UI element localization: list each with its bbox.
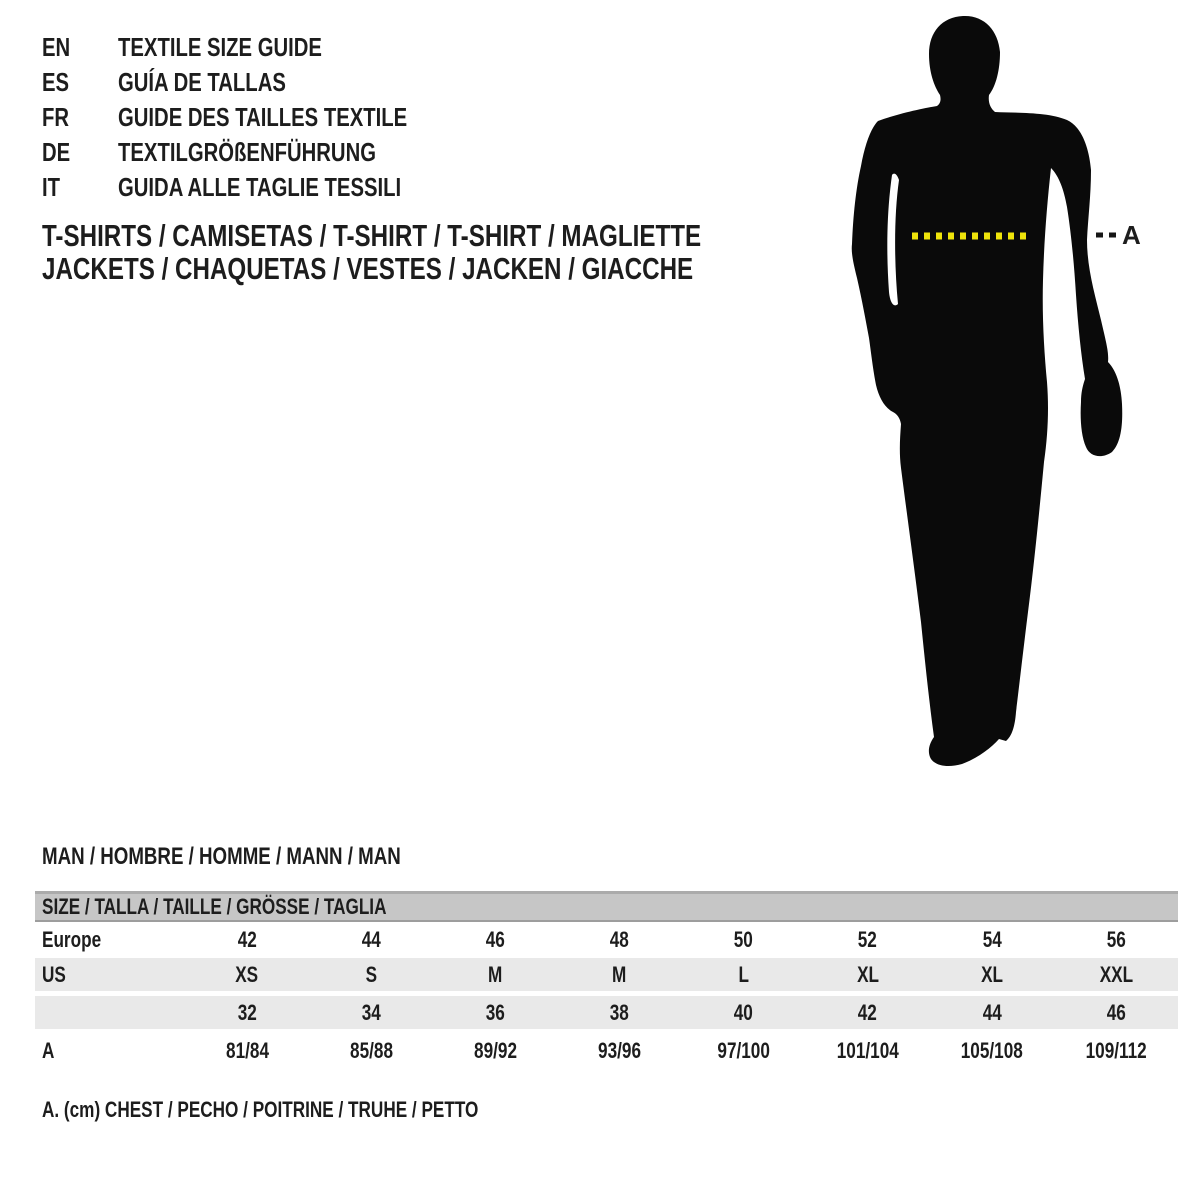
table-cell: 32: [237, 999, 257, 1025]
table-cell: XL: [856, 961, 879, 987]
table-cell: 105/108: [960, 1038, 1023, 1063]
table-cell: 38: [609, 999, 629, 1025]
product-categories: [42, 219, 887, 285]
language-label: GUÍA DE TALLAS: [118, 67, 286, 97]
table-cell: 42: [858, 999, 878, 1025]
table-cell: L: [738, 961, 749, 987]
language-code: FR: [42, 102, 70, 132]
language-code: EN: [42, 32, 71, 62]
language-guide: [42, 30, 489, 205]
table-cell: M: [488, 961, 503, 987]
table-cell: 40: [734, 999, 754, 1025]
table-row-chest-a: [35, 1035, 1178, 1067]
table-cell: 109/112: [1085, 1038, 1147, 1063]
man-silhouette: [840, 0, 1140, 800]
table-cell: 93/96: [597, 1038, 641, 1063]
language-label: TEXTILE SIZE GUIDE: [118, 32, 322, 62]
table-cell: 46: [485, 927, 505, 952]
language-row: [42, 135, 489, 170]
table-cell: 56: [1106, 927, 1126, 952]
section-title-man: [42, 843, 502, 871]
man-silhouette-figure: [840, 0, 1140, 800]
table-cell: 101/104: [836, 1038, 899, 1063]
table-cell: 54: [982, 927, 1002, 952]
language-label: TEXTILGRÖßENFÜHRUNG: [118, 137, 376, 167]
language-label: GUIDE DES TAILLES TEXTILE: [118, 102, 408, 132]
table-cell: 81/84: [225, 1038, 269, 1063]
section-title-man-text: MAN / HOMBRE / HOMME / MANN / MAN: [42, 843, 401, 870]
measurement-footnote: [42, 1097, 601, 1123]
size-table: [35, 891, 1178, 1067]
table-cell: 89/92: [473, 1038, 517, 1063]
language-row: [42, 30, 489, 65]
table-cell: XL: [980, 961, 1003, 987]
category-line-jackets: JACKETS / CHAQUETAS / VESTES / JACKEN / GIACCHE: [42, 251, 694, 286]
table-cell: 46: [1106, 999, 1126, 1025]
size-table-header: [35, 891, 1178, 922]
man-silhouette-body: [852, 16, 1122, 766]
row-label: US: [42, 961, 66, 987]
table-cell: M: [612, 961, 627, 987]
table-cell: 48: [609, 927, 629, 952]
table-cell: XXL: [1099, 961, 1133, 987]
language-code: IT: [42, 172, 61, 202]
table-row-alt-sizes: [35, 996, 1178, 1029]
table-cell: S: [365, 961, 377, 987]
measurement-footnote-text: A. (cm) CHEST / PECHO / POITRINE / TRUHE / PETTO: [42, 1097, 479, 1122]
table-cell: 34: [361, 999, 381, 1025]
table-cell: 44: [982, 999, 1002, 1025]
table-row-europe: [35, 922, 1178, 958]
chest-measurement-label: A: [1122, 220, 1141, 250]
size-table-header-text: SIZE / TALLA / TAILLE / GRÖSSE / TAGLIA: [42, 894, 387, 919]
category-line-tshirts: T-SHIRTS / CAMISETAS / T-SHIRT / T-SHIRT / MAGLIETTE: [42, 218, 702, 253]
row-label: A: [42, 1038, 55, 1063]
language-code: ES: [42, 67, 70, 97]
table-cell: 50: [734, 927, 754, 952]
table-cell: 97/100: [717, 1038, 770, 1063]
language-row: [42, 100, 489, 135]
table-cell: 42: [237, 927, 257, 952]
table-cell: 52: [858, 927, 878, 952]
table-row-us: [35, 958, 1178, 991]
table-cell: XS: [235, 961, 259, 987]
language-row: [42, 170, 489, 205]
language-code: DE: [42, 137, 71, 167]
row-label: Europe: [42, 927, 102, 952]
language-label: GUIDA ALLE TAGLIE TESSILI: [118, 172, 402, 202]
language-row: [42, 65, 489, 100]
table-cell: 36: [485, 999, 505, 1025]
table-cell: 85/88: [349, 1038, 393, 1063]
table-cell: 44: [361, 927, 381, 952]
